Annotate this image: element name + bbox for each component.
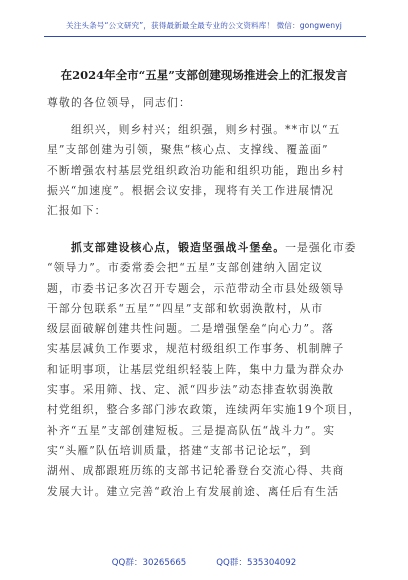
paragraph-line: 题，市委书记多次召开专题会，示范带动全市县处级领导 (47, 281, 345, 295)
header-banner: 关注头条号“公文研究”，获得最新最全最专业的公文资料库！ 微信：gongwenyj (66, 21, 342, 30)
paragraph-line: 实事。采用筛、找、定、派“四步法”动态排查软弱涣散 (47, 383, 334, 397)
paragraph-line: 补齐“五星”支部创建短板。三是提高队伍“战斗力”。实 (47, 423, 336, 437)
footer-contact (0, 556, 408, 568)
paragraph-line: 发展大计。建立完善“政治上有发展前途、离任后有生活 (47, 484, 340, 498)
footer-qq-group-2: QQ群：535304092 (216, 558, 297, 568)
paragraph-line: 不断增强农村基层党组织政治功能和组织功能，跑出乡村 (47, 163, 345, 177)
paragraph-line: 湖州、成都跟班历练的支部书记轮番登台交流心得、共商 (47, 464, 345, 478)
paragraph-line: 振兴“加速度”。根据会议安排，现将有关工作进展情况 (47, 183, 334, 197)
paragraph-line: 组织兴，则乡村兴；组织强，则乡村强。**市以“五 (71, 123, 341, 136)
document-title: 在2024年全市“五星”支部创建现场推进会上的汇报发言 (60, 68, 348, 82)
paragraph-line: 实“头雁”队伍培训质量，搭建“支部书记论坛”，到 (47, 443, 312, 457)
paragraph-line: “领导力”。市委常委会把“五星”支部创建纳入固定议 (47, 261, 324, 275)
salutation: 尊敬的各位领导，同志们： (47, 96, 191, 109)
paragraph-line: 村党组织，整合多部门涉农政策，连续两年实施19个项目， (47, 403, 361, 417)
paragraph-first-line (47, 238, 365, 258)
paragraph-line: 实基层减负工作要求，规范村级组织工作事务、机制牌子 (47, 342, 345, 356)
paragraph-line: 汇报如下： (47, 204, 107, 218)
paragraph-line-rest: 一是强化市委 (285, 241, 357, 254)
paragraph-line: 干部分包联系“五星”“四星”支部和软弱涣散村，从市 (47, 301, 324, 315)
footer-qq-group-1: QQ群：30265665 (111, 558, 187, 568)
paragraph-line: 星”支部创建为引领，聚焦“核心点、支撑线、覆盖面” (47, 143, 329, 157)
paragraph-2 (47, 238, 365, 502)
paragraph-line: 和证明事项，让基层党组织轻装上阵，集中力量为群众办 (47, 362, 345, 376)
paragraph-line: 级层面破解创建共性问题。二是增强堡垒“向心力”。落 (47, 322, 334, 336)
header-divider (44, 36, 366, 37)
paragraph-1 (47, 120, 365, 221)
section-heading: 抓支部建设核心点，锻造坚强战斗堡垒。 (71, 241, 286, 254)
